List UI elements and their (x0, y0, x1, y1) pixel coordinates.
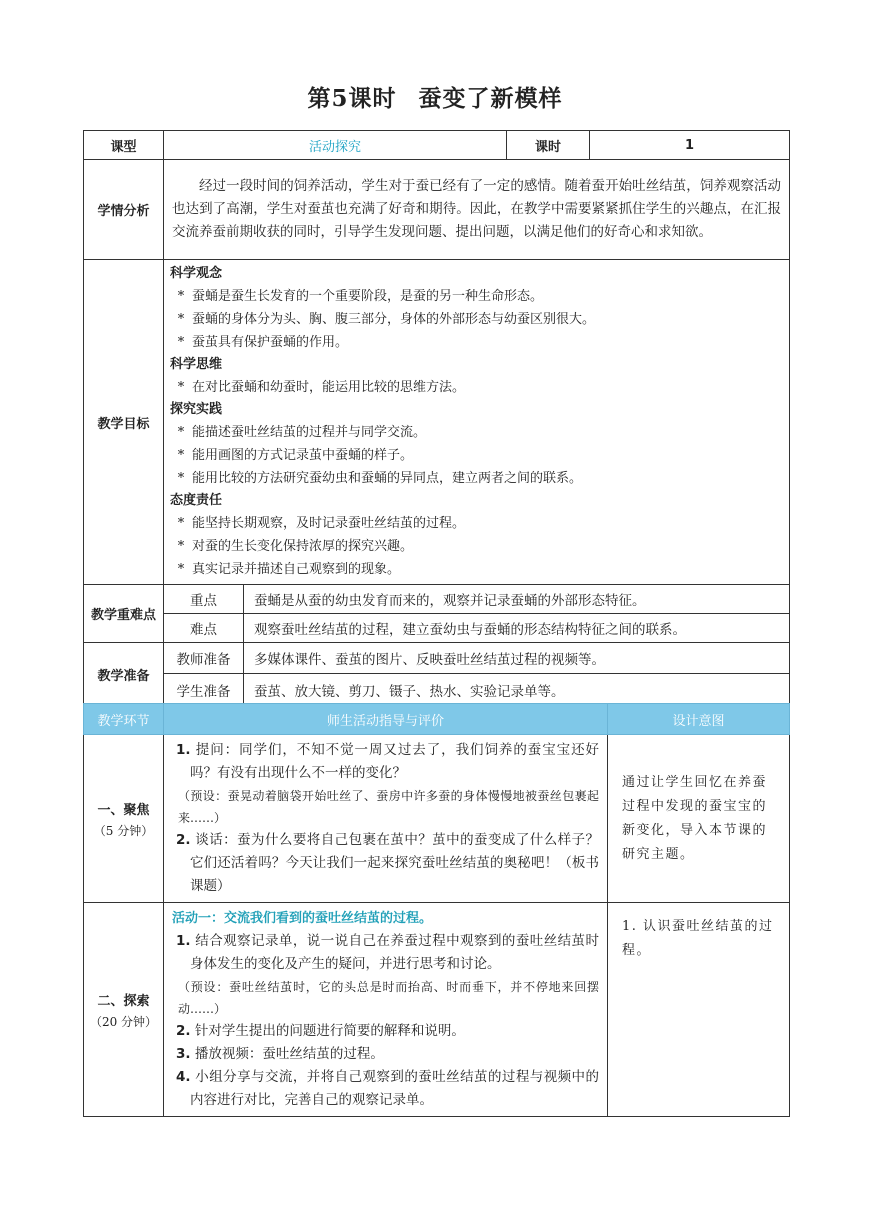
stage-focus-intent: 通过让学生回忆在养蚕过程中发现的蚕宝宝的新变化，导入本节课的研究主题。 (608, 735, 790, 903)
period-label: 课时 (507, 131, 590, 160)
type-value: 活动探究 (164, 131, 507, 160)
lesson-info-table (83, 130, 790, 706)
stage-time: （20 分钟） (89, 1014, 158, 1029)
activity-heading: 活动一：交流我们看到的蚕吐丝结茧的过程。 (172, 911, 433, 926)
student-prep-text: 蚕茧、放大镜、剪刀、镊子、热水、实验记录单等。 (244, 674, 790, 706)
process-header-row (84, 704, 790, 735)
stage-explore-activities (164, 903, 608, 1117)
teacher-prep-label: 教师准备 (164, 643, 244, 674)
difficulty-row (84, 614, 790, 643)
stage-time: （5 分钟） (93, 823, 154, 838)
keypoints-label: 教学重难点 (84, 585, 164, 643)
activity-preset: （预设：蚕晃动着脑袋开始吐丝了、蚕房中许多蚕的身体慢慢地被蚕丝包裹起来……） (178, 789, 599, 825)
goal-item: * 能用比较的方法研究蚕幼虫和蚕蛹的异同点，建立两者之间的联系。 (177, 471, 583, 486)
goal-item: * 对蚕的生长变化保持浓厚的探究兴趣。 (177, 539, 414, 554)
goal-heading: 科学观念 (170, 266, 223, 281)
goal-heading: 态度责任 (170, 493, 223, 508)
student-prep-label: 学生准备 (164, 674, 244, 706)
teacher-prep-text: 多媒体课件、蚕茧的图片、反映蚕吐丝结茧过程的视频等。 (244, 643, 790, 674)
student-prep-row (84, 674, 790, 706)
stage-explore (84, 903, 164, 1117)
goals-label: 教学目标 (84, 260, 164, 585)
goal-item: * 蚕蛹是蚕生长发育的一个重要阶段，是蚕的另一种生命形态。 (177, 289, 544, 304)
difficulty-text: 观察蚕吐丝结茧的过程，建立蚕幼虫与蚕蛹的形态结构特征之间的联系。 (244, 614, 790, 643)
goals-row (84, 260, 790, 585)
analysis-text: 经过一段时间的饲养活动，学生对于蚕已经有了一定的感情。随着蚕开始吐丝结茧，饲养观察活动也达到了高潮，学生对蚕茧也充满了好奇和期待。因此，在教学中需要紧紧抓住学生的兴趣点，在汇报交流养蚕前期收获的同时，引导学生发现问题、提出问题，以满足他们的好奇心和求知欲。 (164, 160, 790, 260)
key-label: 重点 (164, 585, 244, 614)
goal-item: * 能描述蚕吐丝结茧的过程并与同学交流。 (177, 425, 427, 440)
goals-content (164, 260, 790, 585)
stage-focus-row (84, 735, 790, 903)
header-intent: 设计意图 (608, 704, 790, 735)
stage-name: 一、聚焦 (97, 802, 150, 818)
stage-explore-intent: 1. 认识蚕吐丝结茧的过程。 (608, 903, 790, 1117)
key-row (84, 585, 790, 614)
activity-item: 3. 播放视频：蚕吐丝结茧的过程。 (176, 1046, 384, 1062)
goal-item: * 能坚持长期观察，及时记录蚕吐丝结茧的过程。 (177, 516, 466, 531)
activity-item: 2. 谈话：蚕为什么要将自己包裹在茧中？茧中的蚕变成了什么样子？它们还活着吗？今天让我们一起来探究蚕吐丝结茧的奥秘吧！（板书课题） (176, 832, 599, 894)
type-row (84, 131, 790, 160)
key-text: 蚕蛹是从蚕的幼虫发育而来的，观察并记录蚕蛹的外部形态特征。 (244, 585, 790, 614)
stage-focus (84, 735, 164, 903)
lesson-name: 蚕变了新模样 (418, 85, 563, 112)
analysis-row (84, 160, 790, 260)
page-title (0, 80, 870, 113)
analysis-label: 学情分析 (84, 160, 164, 260)
goal-item: * 蚕茧具有保护蚕蛹的作用。 (177, 335, 349, 350)
difficulty-label: 难点 (164, 614, 244, 643)
period-value: 1 (590, 131, 790, 160)
teacher-prep-row (84, 643, 790, 674)
activity-item: 1. 结合观察记录单，说一说自己在养蚕过程中观察到的蚕吐丝结茧时身体发生的变化及产生的疑问，并进行思考和讨论。 (176, 933, 599, 972)
activity-item: 1. 提问：同学们，不知不觉一周又过去了，我们饲养的蚕宝宝还好吗？有没有出现什么不一样的变化？ (176, 742, 600, 781)
stage-explore-row (84, 903, 790, 1117)
teaching-process-table (83, 703, 790, 1117)
prep-label: 教学准备 (84, 643, 164, 706)
stage-name: 二、探索 (97, 993, 150, 1009)
activity-item: 4. 小组分享与交流，并将自己观察到的蚕吐丝结茧的过程与视频中的内容进行对比，完善自己的观察记录单。 (176, 1069, 599, 1108)
goal-heading: 科学思维 (170, 357, 223, 372)
stage-focus-activities (164, 735, 608, 903)
activity-preset: （预设：蚕吐丝结茧时，它的头总是时而抬高、时而垂下，并不停地来回摆动……） (178, 980, 599, 1016)
type-label: 课型 (84, 131, 164, 160)
activity-item: 2. 针对学生提出的问题进行简要的解释和说明。 (176, 1023, 465, 1039)
goal-item: * 能用画图的方式记录茧中蚕蛹的样子。 (177, 448, 414, 463)
goal-heading: 探究实践 (170, 402, 223, 417)
goal-item: * 在对比蚕蛹和幼蚕时，能运用比较的思维方法。 (177, 380, 466, 395)
lesson-number: 第5课时 (307, 85, 397, 112)
goal-item: * 蚕蛹的身体分为头、胸、腹三部分，身体的外部形态与幼蚕区别很大。 (177, 312, 596, 327)
header-stage: 教学环节 (84, 704, 164, 735)
goal-item: * 真实记录并描述自己观察到的现象。 (177, 562, 401, 577)
header-activity: 师生活动指导与评价 (164, 704, 608, 735)
